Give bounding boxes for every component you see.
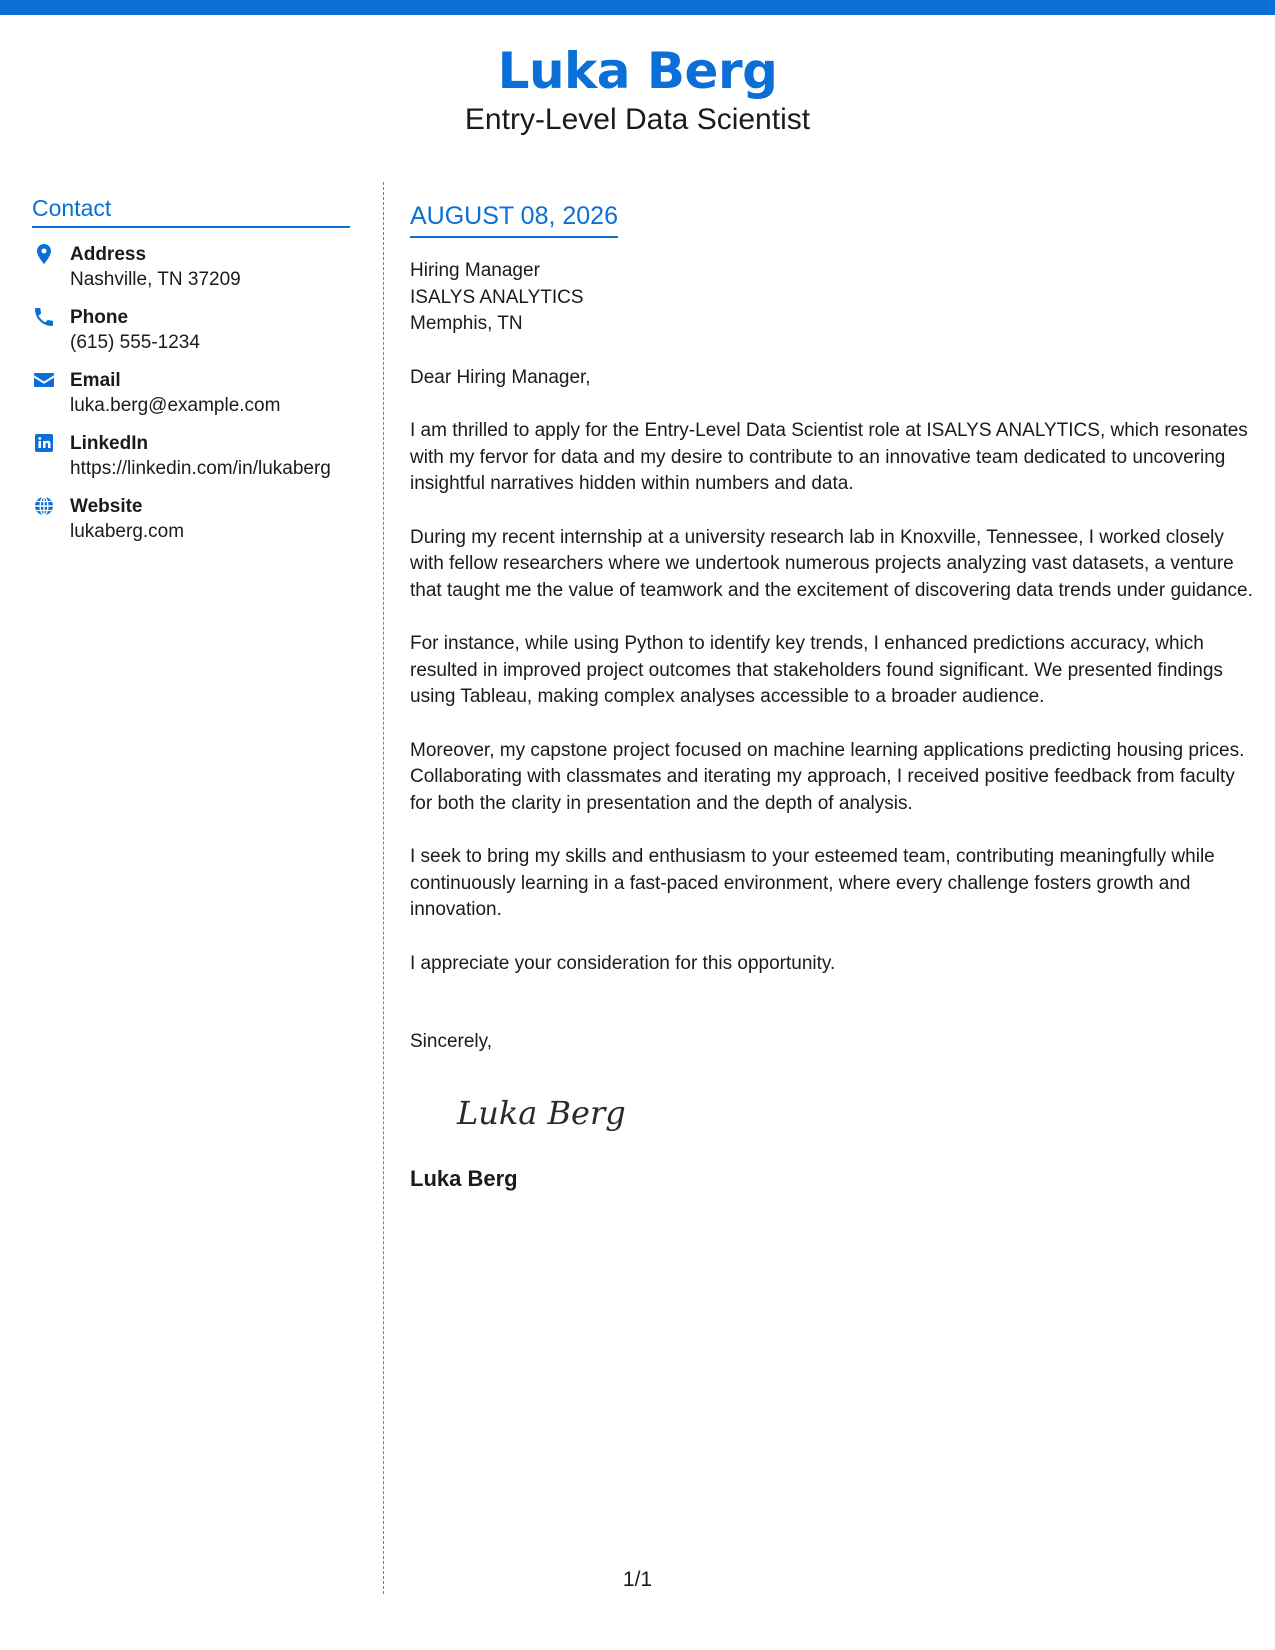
applicant-job-title: Entry-Level Data Scientist bbox=[464, 103, 811, 136]
letter-date: AUGUST 08, 2026 bbox=[410, 200, 618, 238]
letter-paragraph: I am thrilled to apply for the Entry-Level Data Scientist role at ISALYS ANALYTICS, which resonates with my fervor for data and my desire to contribute to an innovative team dedicated to uncovering insightful narratives hidden within numbers and data. bbox=[410, 420, 1248, 494]
recipient-title: Hiring Manager bbox=[410, 260, 540, 281]
signature-text: Luka Berg bbox=[457, 1093, 626, 1132]
letter-paragraph: For instance, while using Python to identify key trends, I enhanced predictions accuracy, which resulted in improved project outcomes that stakeholders found significant. We presented findings using Tableau, making complex analyses accessible to a broader audience. bbox=[410, 633, 1223, 707]
contact-heading: Contact bbox=[32, 194, 350, 228]
contact-value-phone: (615) 555-1234 bbox=[70, 332, 200, 353]
contact-value-address: Nashville, TN 37209 bbox=[70, 269, 241, 290]
contact-label: Address bbox=[70, 244, 147, 265]
letter-paragraph: I appreciate your consideration for this opportunity. bbox=[410, 952, 836, 974]
signer-name: Luka Berg bbox=[410, 1165, 518, 1191]
contact-item-linkedin bbox=[32, 431, 350, 481]
letter-paragraph: Moreover, my capstone project focused on machine learning applications predicting housing prices. Collaborating with classmates and iterating my approach, I received positive feedback from faculty for both the clarity in presentation and the depth of analysis. bbox=[410, 739, 1245, 814]
letter-paragraph: I seek to bring my skills and enthusiasm to your esteemed team, contributing meaningfully while continuously learning in a fast-paced environment, where every challenge fosters growth and innovation. bbox=[410, 846, 1215, 920]
linkedin-icon bbox=[32, 431, 56, 455]
handwritten-signature bbox=[455, 1086, 635, 1142]
contact-label: Website bbox=[70, 496, 143, 517]
letter-greeting: Dear Hiring Manager, bbox=[410, 366, 591, 388]
contact-label: Email bbox=[70, 370, 121, 391]
letter-paragraph: During my recent internship at a university research lab in Knoxville, Tennessee, I worked closely with fellow researchers where we undertook numerous projects analyzing vast datasets, a venture that taught me the value of teamwork and the excitement of discovering data trends under guidance. bbox=[410, 526, 1253, 601]
recipient-block bbox=[410, 258, 1255, 338]
contact-label: LinkedIn bbox=[70, 433, 149, 454]
map-pin-icon bbox=[32, 242, 56, 266]
top-accent-bar bbox=[0, 0, 1275, 15]
applicant-name: Luka Berg bbox=[497, 42, 778, 100]
letter-header bbox=[0, 40, 1275, 138]
contact-label: Phone bbox=[70, 307, 129, 328]
contact-value-linkedin[interactable]: https://linkedin.com/in/lukaberg bbox=[70, 458, 331, 479]
letter-body bbox=[410, 200, 1255, 1193]
contact-item-email bbox=[32, 368, 350, 418]
envelope-icon bbox=[32, 368, 56, 392]
contact-item-website bbox=[32, 494, 350, 544]
column-divider bbox=[383, 182, 384, 1594]
letter-closing: Sincerely, bbox=[410, 1031, 493, 1052]
contact-item-address bbox=[32, 242, 350, 292]
globe-icon bbox=[32, 494, 56, 518]
contact-value-website[interactable]: lukaberg.com bbox=[70, 521, 185, 542]
recipient-location: Memphis, TN bbox=[410, 313, 523, 334]
contact-sidebar bbox=[32, 194, 350, 557]
recipient-company: ISALYS ANALYTICS bbox=[410, 286, 584, 308]
contact-value-email: luka.berg@example.com bbox=[70, 395, 281, 416]
phone-icon bbox=[32, 305, 56, 329]
page-number: 1/1 bbox=[622, 1568, 653, 1591]
contact-item-phone bbox=[32, 305, 350, 355]
